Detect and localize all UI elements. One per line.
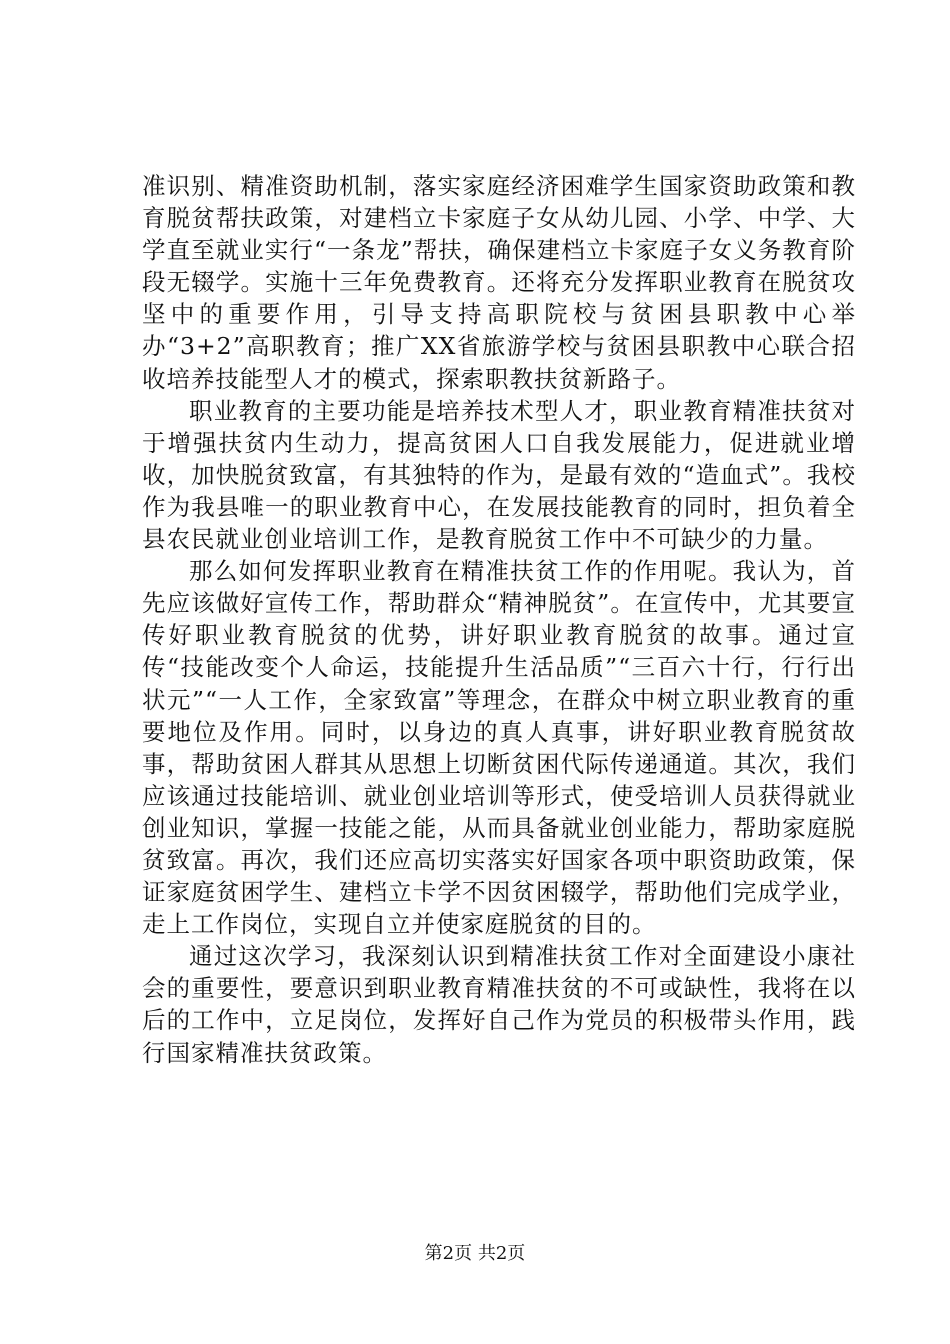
paragraph-vocational-function: 职业教育的主要功能是培养技术型人才，职业教育精准扶贫对于增强扶贫内生动力，提高贫困人口自我发展能力，促进就业增收，加快脱贫致富，有其独特的作为，是最有效的“造血式”。我校作为我县唯一的职业教育中心，在发展技能教育的同时，担负着全县农民就业创业培训工作，是教育脱贫工作中不可缺少的力量。 (142, 396, 856, 554)
document-body (142, 170, 856, 1069)
paragraph-continued: 准识别、精准资助机制，落实家庭经济困难学生国家资助政策和教育脱贫帮扶政策，对建档立卡家庭子女从幼儿园、小学、中学、大学直至就业实行“一条龙”帮扶，确保建档立卡家庭子女义务教育阶段无辍学。实施十三年免费教育。还将充分发挥职业教育在脱贫攻坚中的重要作用，引导支持高职院校与贫困县职教中心举办“3+2”高职教育；推广XX省旅游学校与贫困县职教中心联合招收培养技能型人才的模式，探索职教扶贫新路子。 (142, 172, 856, 393)
paragraph-conclusion: 通过这次学习，我深刻认识到精准扶贫工作对全面建设小康社会的重要性，要意识到职业教育精准扶贫的不可或缺性，我将在以后的工作中，立足岗位，发挥好自己作为党员的积极带头作用，践行国家精准扶贫政策。 (142, 942, 856, 1067)
paragraph-how-to-apply: 那么如何发挥职业教育在精准扶贫工作的作用呢。我认为，首先应该做好宣传工作，帮助群众“精神脱贫”。在宣传中，尤其要宣传好职业教育脱贫的优势，讲好职业教育脱贫的故事。通过宣传“技能改变个人命运，技能提升生活品质”“三百六十行，行行出状元”“一人工作，全家致富”等理念，在群众中树立职业教育的重要地位及作用。同时，以身边的真人真事，讲好职业教育脱贫故事，帮助贫困人群其从思想上切断贫困代际传递通道。其次，我们应该通过技能培训、就业创业培训等形式，使受培训人员获得就业创业知识，掌握一技能之能，从而具备就业创业能力，帮助家庭脱贫致富。再次，我们还应高切实落实好国家各项中职资助政策，保证家庭贫困学生、建档立卡学不因贫困辍学，帮助他们完成学业，走上工作岗位，实现自立并使家庭脱贫的目的。 (142, 557, 856, 939)
page-footer: 第2页 共2页 (424, 1243, 526, 1264)
